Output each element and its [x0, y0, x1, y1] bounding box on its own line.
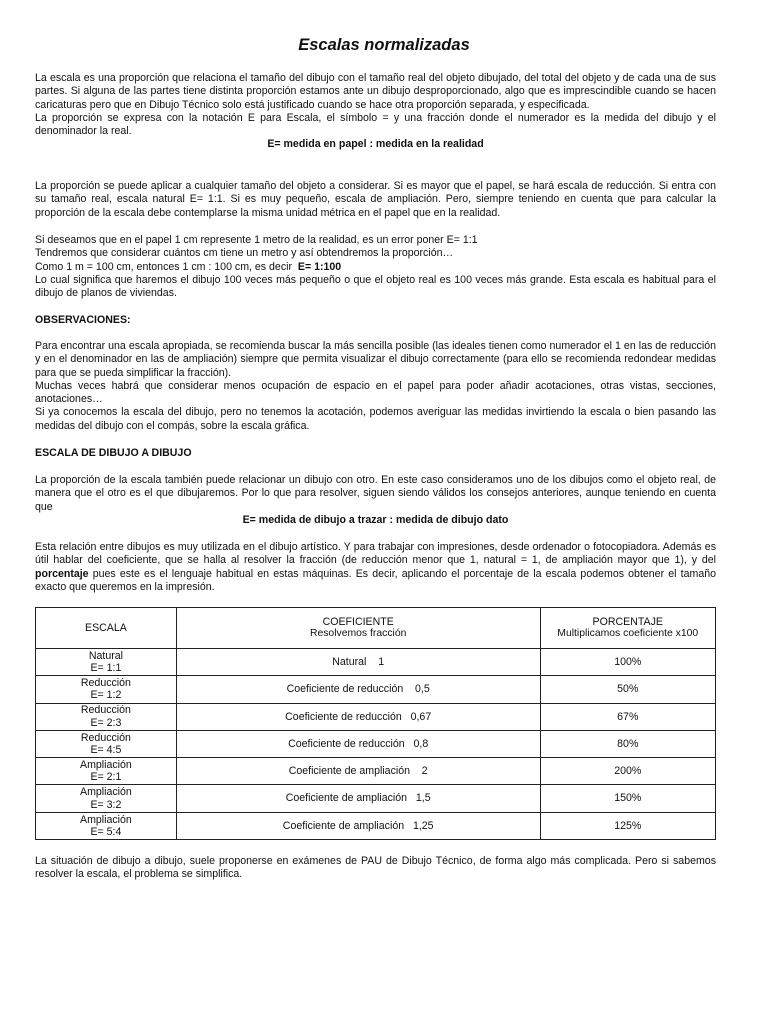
header-porcentaje	[540, 608, 715, 649]
header-coeficiente	[176, 608, 540, 649]
table-row	[36, 730, 716, 757]
example-line-2: Tendremos que considerar cuántos cm tiene un metro y así obtendremos la proporción…	[35, 247, 454, 260]
coefficient-cell: Coeficiente de ampliación 1,25	[176, 812, 540, 839]
coefficient-cell: Coeficiente de ampliación 1,5	[176, 785, 540, 812]
coeficiente-text	[35, 541, 716, 594]
example-line-4: Lo cual significa que haremos el dibujo 100 veces más pequeño o que el objeto real es 100 veces más grande. Esta escala es habitual para el dibujo de planos de viviendas.	[35, 273, 716, 300]
scale-ratio: E= 3:2	[90, 798, 122, 811]
drawing-scale-formula: E= medida de dibujo a trazar : medida de dibujo dato	[242, 513, 509, 526]
scale-ratio: E= 2:1	[90, 771, 122, 784]
header-porcentaje-title: PORCENTAJE	[592, 615, 663, 628]
example-section	[35, 234, 716, 300]
scale-formula: E= medida en papel : medida en la realidad	[267, 138, 484, 151]
scale-ratio: E= 1:2	[90, 689, 122, 702]
coeficiente-text-before: Esta relación entre dibujos es muy utilizada en el dibujo artístico. Y para trabajar con impresiones, desde ordenador o fotocopiadora. Además es útil hablar del coeficiente, que se halla al resolver la fracción (de reducción menor que 1, natural = 1, de ampliación mayor que 1), y del	[35, 541, 716, 567]
observaciones-heading: OBSERVACIONES:	[35, 314, 131, 326]
scale-type: Ampliación	[80, 786, 132, 799]
coeficiente-paragraph	[35, 541, 716, 594]
scale-type: Ampliación	[80, 813, 132, 826]
table-row	[36, 812, 716, 839]
percentage-cell: 200%	[540, 758, 715, 785]
percentage-cell: 67%	[540, 703, 715, 730]
table-row	[36, 649, 716, 676]
porcentaje-word: porcentaje	[35, 567, 89, 580]
scale-cell	[36, 785, 177, 812]
intro-section	[35, 72, 716, 152]
header-coeficiente-title: COEFICIENTE	[322, 615, 394, 628]
page-title: Escalas normalizadas	[298, 36, 470, 54]
percentage-cell: 80%	[540, 730, 715, 757]
scale-type: Natural	[88, 649, 123, 662]
scale-type: Ampliación	[80, 758, 132, 771]
coeficiente-text-after: pues este es el lenguaje habitual en estas máquinas. Es decir, aplicando el porcentaje de la escala podemos obtener el tamaño exacto que queremos en la impresión.	[35, 567, 716, 593]
example-line-3-text: Como 1 m = 100 cm, entonces 1 cm : 100 cm, es decir	[35, 260, 298, 273]
example-line-1: Si deseamos que en el papel 1 cm represente 1 metro de la realidad, es un error poner E= 1:1	[35, 234, 478, 246]
coefficient-cell: Coeficiente de ampliación 2	[176, 758, 540, 785]
scale-type: Reducción	[80, 731, 131, 744]
coefficient-cell: Coeficiente de reducción 0,5	[176, 676, 540, 703]
coefficient-cell: Natural 1	[176, 649, 540, 676]
example-scale-value: E= 1:100	[297, 260, 342, 273]
percentage-cell: 50%	[540, 676, 715, 703]
application-text: La proporción se puede aplicar a cualquier tamaño del objeto a considerar. Si es mayor que el papel, se hará escala de reducción. Si entra con su tamaño real, escala natural E= 1:1. Si es muy pequeño, escala de ampliación. Pero, siempre teniendo en cuenta que para calcular la proporción de la escala debe contemplarse la misma unidad métrica en el papel que en la realidad.	[35, 180, 716, 219]
escala-dibujo-section	[35, 474, 716, 527]
scale-cell	[36, 758, 177, 785]
percentage-cell: 150%	[540, 785, 715, 812]
table-row	[36, 785, 716, 812]
scale-cell	[36, 649, 177, 676]
scale-ratio: E= 1:1	[90, 662, 122, 675]
example-line-3	[35, 261, 716, 274]
closing-paragraph	[35, 855, 716, 882]
observaciones-paragraph-2: Muchas veces habrá que considerar menos ocupación de espacio en el papel para poder añadir acotaciones, otras vistas, secciones, anotaciones…	[35, 379, 716, 406]
escala-dibujo-heading: ESCALA DE DIBUJO A DIBUJO	[35, 447, 192, 459]
scale-ratio: E= 4:5	[90, 744, 122, 757]
header-escala: ESCALA	[36, 608, 177, 649]
observaciones-section	[35, 340, 716, 433]
scale-cell	[36, 676, 177, 703]
scale-cell	[36, 730, 177, 757]
scales-table	[35, 607, 716, 840]
intro-paragraph-2: La proporción se expresa con la notación E para Escala, el símbolo = y una fracción donde el numerador es la medida del dibujo y el denominador la real.	[35, 111, 716, 138]
percentage-cell: 100%	[540, 649, 715, 676]
intro-paragraph-1: La escala es una proporción que relaciona el tamaño del dibujo con el tamaño real del objeto dibujado, del total del objeto y de cada una de sus partes. Si alguna de las partes tiene distinta proporción estamos ante un dibujo desproporcionado, algo que es imprescindible cuando se hacen caricaturas pero que en Dibujo Técnico solo está justificado cuando se hace otra proporción separada, y especificada.	[35, 72, 716, 111]
scale-cell	[36, 812, 177, 839]
header-coeficiente-subtitle: Resolvemos fracción	[309, 628, 407, 639]
scale-ratio: E= 5:4	[90, 825, 122, 838]
coefficient-cell: Coeficiente de reducción 0,8	[176, 730, 540, 757]
application-paragraph	[35, 180, 716, 220]
scale-type: Reducción	[80, 677, 131, 690]
scale-ratio: E= 2:3	[90, 716, 122, 729]
coefficient-cell: Coeficiente de reducción 0,67	[176, 703, 540, 730]
escala-dibujo-paragraph-1: La proporción de la escala también puede relacionar un dibujo con otro. En este caso consideramos uno de los dibujos como el objeto real, de manera que el otro es el que dibujaremos. Por lo que para resolver, siguen siendo válidos los consejos anteriores, aunque teniendo en cuenta que	[35, 474, 716, 513]
observaciones-heading-block	[35, 314, 716, 327]
scale-type: Reducción	[80, 704, 131, 717]
table-header-row	[36, 608, 716, 649]
closing-text: La situación de dibujo a dibujo, suele proponerse en exámenes de PAU de Dibujo Técnico, de forma algo más complicada. Pero si sabemos resolver la escala, el problema se simplifica.	[35, 855, 716, 881]
observaciones-paragraph-1: Para encontrar una escala apropiada, se recomienda buscar la más sencilla posible (las ideales tienen como numerador el 1 en las de reducción y en el denominador en las de ampliación) siempre que permita visualizar el dibujo correctamente (para ello se recomienda redondear medidas para que se pueda simplificar la fracción).	[35, 340, 716, 379]
escala-dibujo-heading-block	[35, 447, 716, 460]
table-row	[36, 758, 716, 785]
scale-cell	[36, 703, 177, 730]
table-row	[36, 676, 716, 703]
header-porcentaje-subtitle: Multiplicamos coeficiente x100	[557, 628, 699, 639]
percentage-cell: 125%	[540, 812, 715, 839]
observaciones-paragraph-3: Si ya conocemos la escala del dibujo, pero no tenemos la acotación, podemos averiguar las medidas invirtiendo la escala o bien pasando las medidas del dibujo con el compás, sobre la escala gráfica.	[35, 406, 716, 432]
table-row	[36, 703, 716, 730]
